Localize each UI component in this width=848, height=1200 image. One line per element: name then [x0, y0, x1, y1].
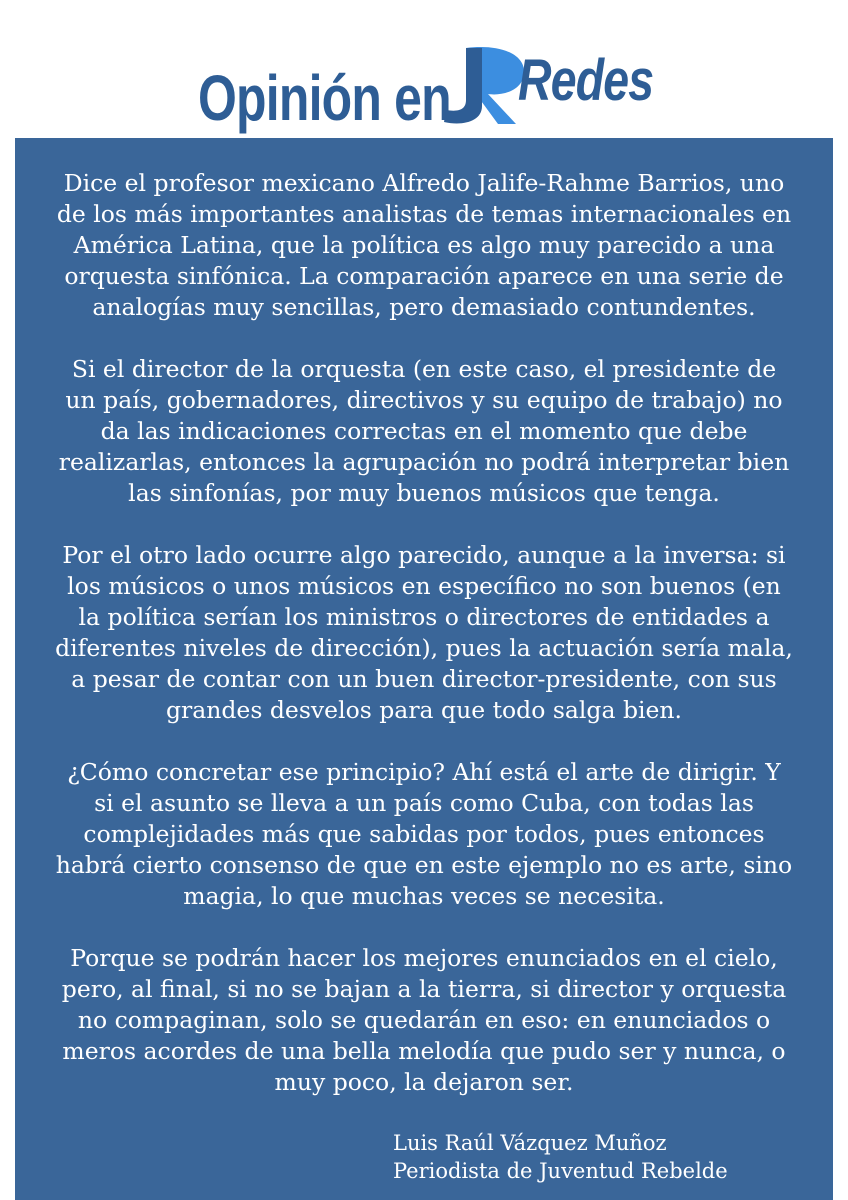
- article-panel: [15, 138, 833, 1200]
- paragraph-2: Si el director de la orquesta (en este caso, el presidente de un país, gobernadores, directivos y su equipo de trabajo) no da las indicaciones correctas en el momento que debe realizarlas, entonces la agrupación no podrá interpretar bien las sinfonías, por muy buenos músicos que tenga.: [58, 355, 790, 507]
- paragraph-5: Porque se podrán hacer los mejores enunciados en el cielo, pero, al final, si no se bajan a la tierra, si director y orquesta no compaginan, solo se quedarán en eso: en enunciados o meros acordes de una bella melodía que pudo ser y nunca, o muy poco, la dejaron ser.: [61, 944, 787, 1096]
- paragraph-4: ¿Cómo concretar ese principio? Ahí está el arte de dirigir. Y si el asunto se lleva a un país como Cuba, con todas las complejidades más que sabidas por todos, pues entonces habrá cierto consenso de que en este ejemplo no es arte, sino magia, lo que muchas veces se necesita.: [55, 758, 793, 910]
- author-name: Luis Raúl Vázquez Muñoz: [393, 1131, 667, 1155]
- logo-text-redes: Redes: [518, 48, 654, 113]
- author-signature: [393, 1129, 728, 1185]
- paragraph-3: Por el otro lado ocurre algo parecido, aunque a la inversa: si los músicos o unos músicos en específico no son buenos (en la política serían los ministros o directores de entidades a diferentes niveles de dirección), pues la actuación sería mala, a pesar de contar con un buen director-presidente, con sus grandes desvelos para que todo salga bien.: [55, 541, 793, 724]
- logo-text-opinion-en: Opinión en: [198, 62, 451, 134]
- opinion-en-redes-logo: [198, 30, 654, 134]
- paragraph-1: Dice el profesor mexicano Alfredo Jalife-Rahme Barrios, uno de los más importantes analistas de temas internacionales en América Latina, que la política es algo muy parecido a una orquesta sinfónica. La comparación aparece en una serie de analogías muy sencillas, pero demasiado contundentes.: [56, 169, 792, 321]
- article-body: [55, 168, 793, 1129]
- header: [0, 0, 848, 140]
- author-role: Periodista de Juventud Rebelde: [393, 1159, 728, 1183]
